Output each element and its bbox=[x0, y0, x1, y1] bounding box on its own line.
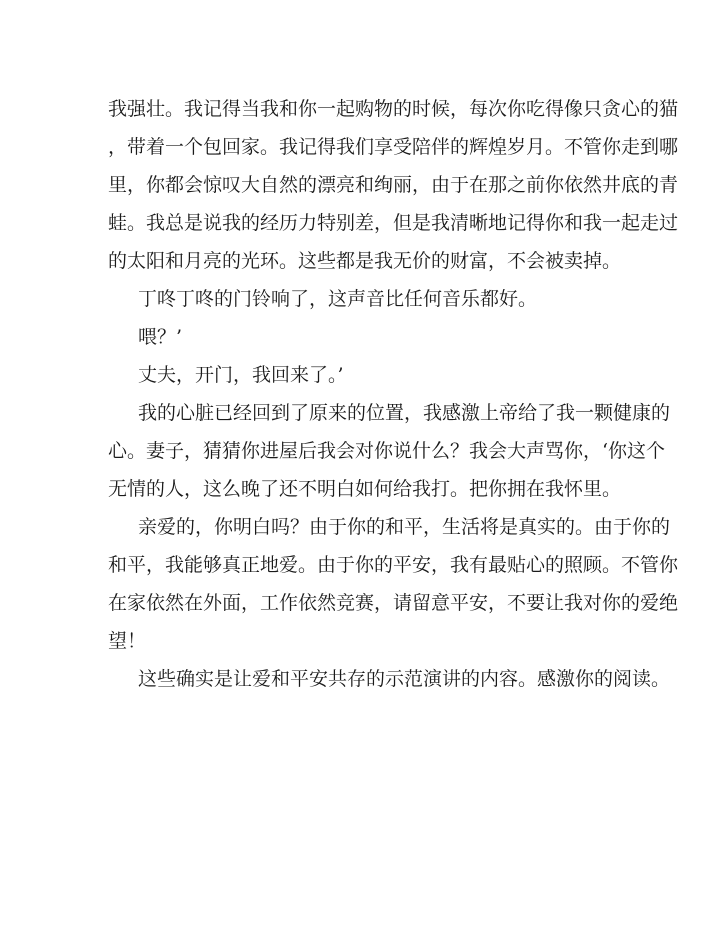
text-line: 这些确实是让爱和平安共存的示范演讲的内容。感激你的阅读。 bbox=[138, 668, 671, 690]
text-line: 和平，我能够真正地爱。由于你的平安，我有最贴心的照顾。不管你 bbox=[108, 554, 679, 576]
text-line: 心。妻子，猜猜你进屋后我会对你说什么？我会大声骂你，‘你这个 bbox=[108, 440, 666, 462]
text-line: 在家依然在外面，工作依然竞赛，请留意平安，不要让我对你的爱绝 bbox=[108, 592, 679, 614]
text-line: 里，你都会惊叹大自然的漂亮和绚丽，由于在那之前你依然井底的青 bbox=[108, 174, 679, 196]
text-line: 丈夫，开门，我回来了。’ bbox=[138, 364, 344, 386]
text-line: 蛙。我总是说我的经历力特别差，但是我清晰地记得你和我一起走过 bbox=[108, 212, 679, 234]
text-line: 我的心脏已经回到了原来的位置，我感激上帝给了我一颗健康的 bbox=[138, 402, 671, 424]
text-line: 丁咚丁咚的门铃响了，这声音比任何音乐都好。 bbox=[138, 288, 538, 310]
text-line: 无情的人，这么晚了还不明白如何给我打。把你拥在我怀里。 bbox=[108, 478, 622, 500]
text-line: 喂？’ bbox=[138, 326, 183, 348]
text-line: 我强壮。我记得当我和你一起购物的时候，每次你吃得像只贪心的猫 bbox=[108, 98, 679, 120]
text-line: 的太阳和月亮的光环。这些都是我无价的财富，不会被卖掉。 bbox=[108, 250, 622, 272]
text-line: 亲爱的，你明白吗？由于你的和平，生活将是真实的。由于你的 bbox=[138, 516, 671, 538]
text-line: ，带着一个包回家。我记得我们享受陪伴的辉煌岁月。不管你走到哪 bbox=[108, 136, 679, 158]
text-line: 望！ bbox=[108, 630, 147, 652]
